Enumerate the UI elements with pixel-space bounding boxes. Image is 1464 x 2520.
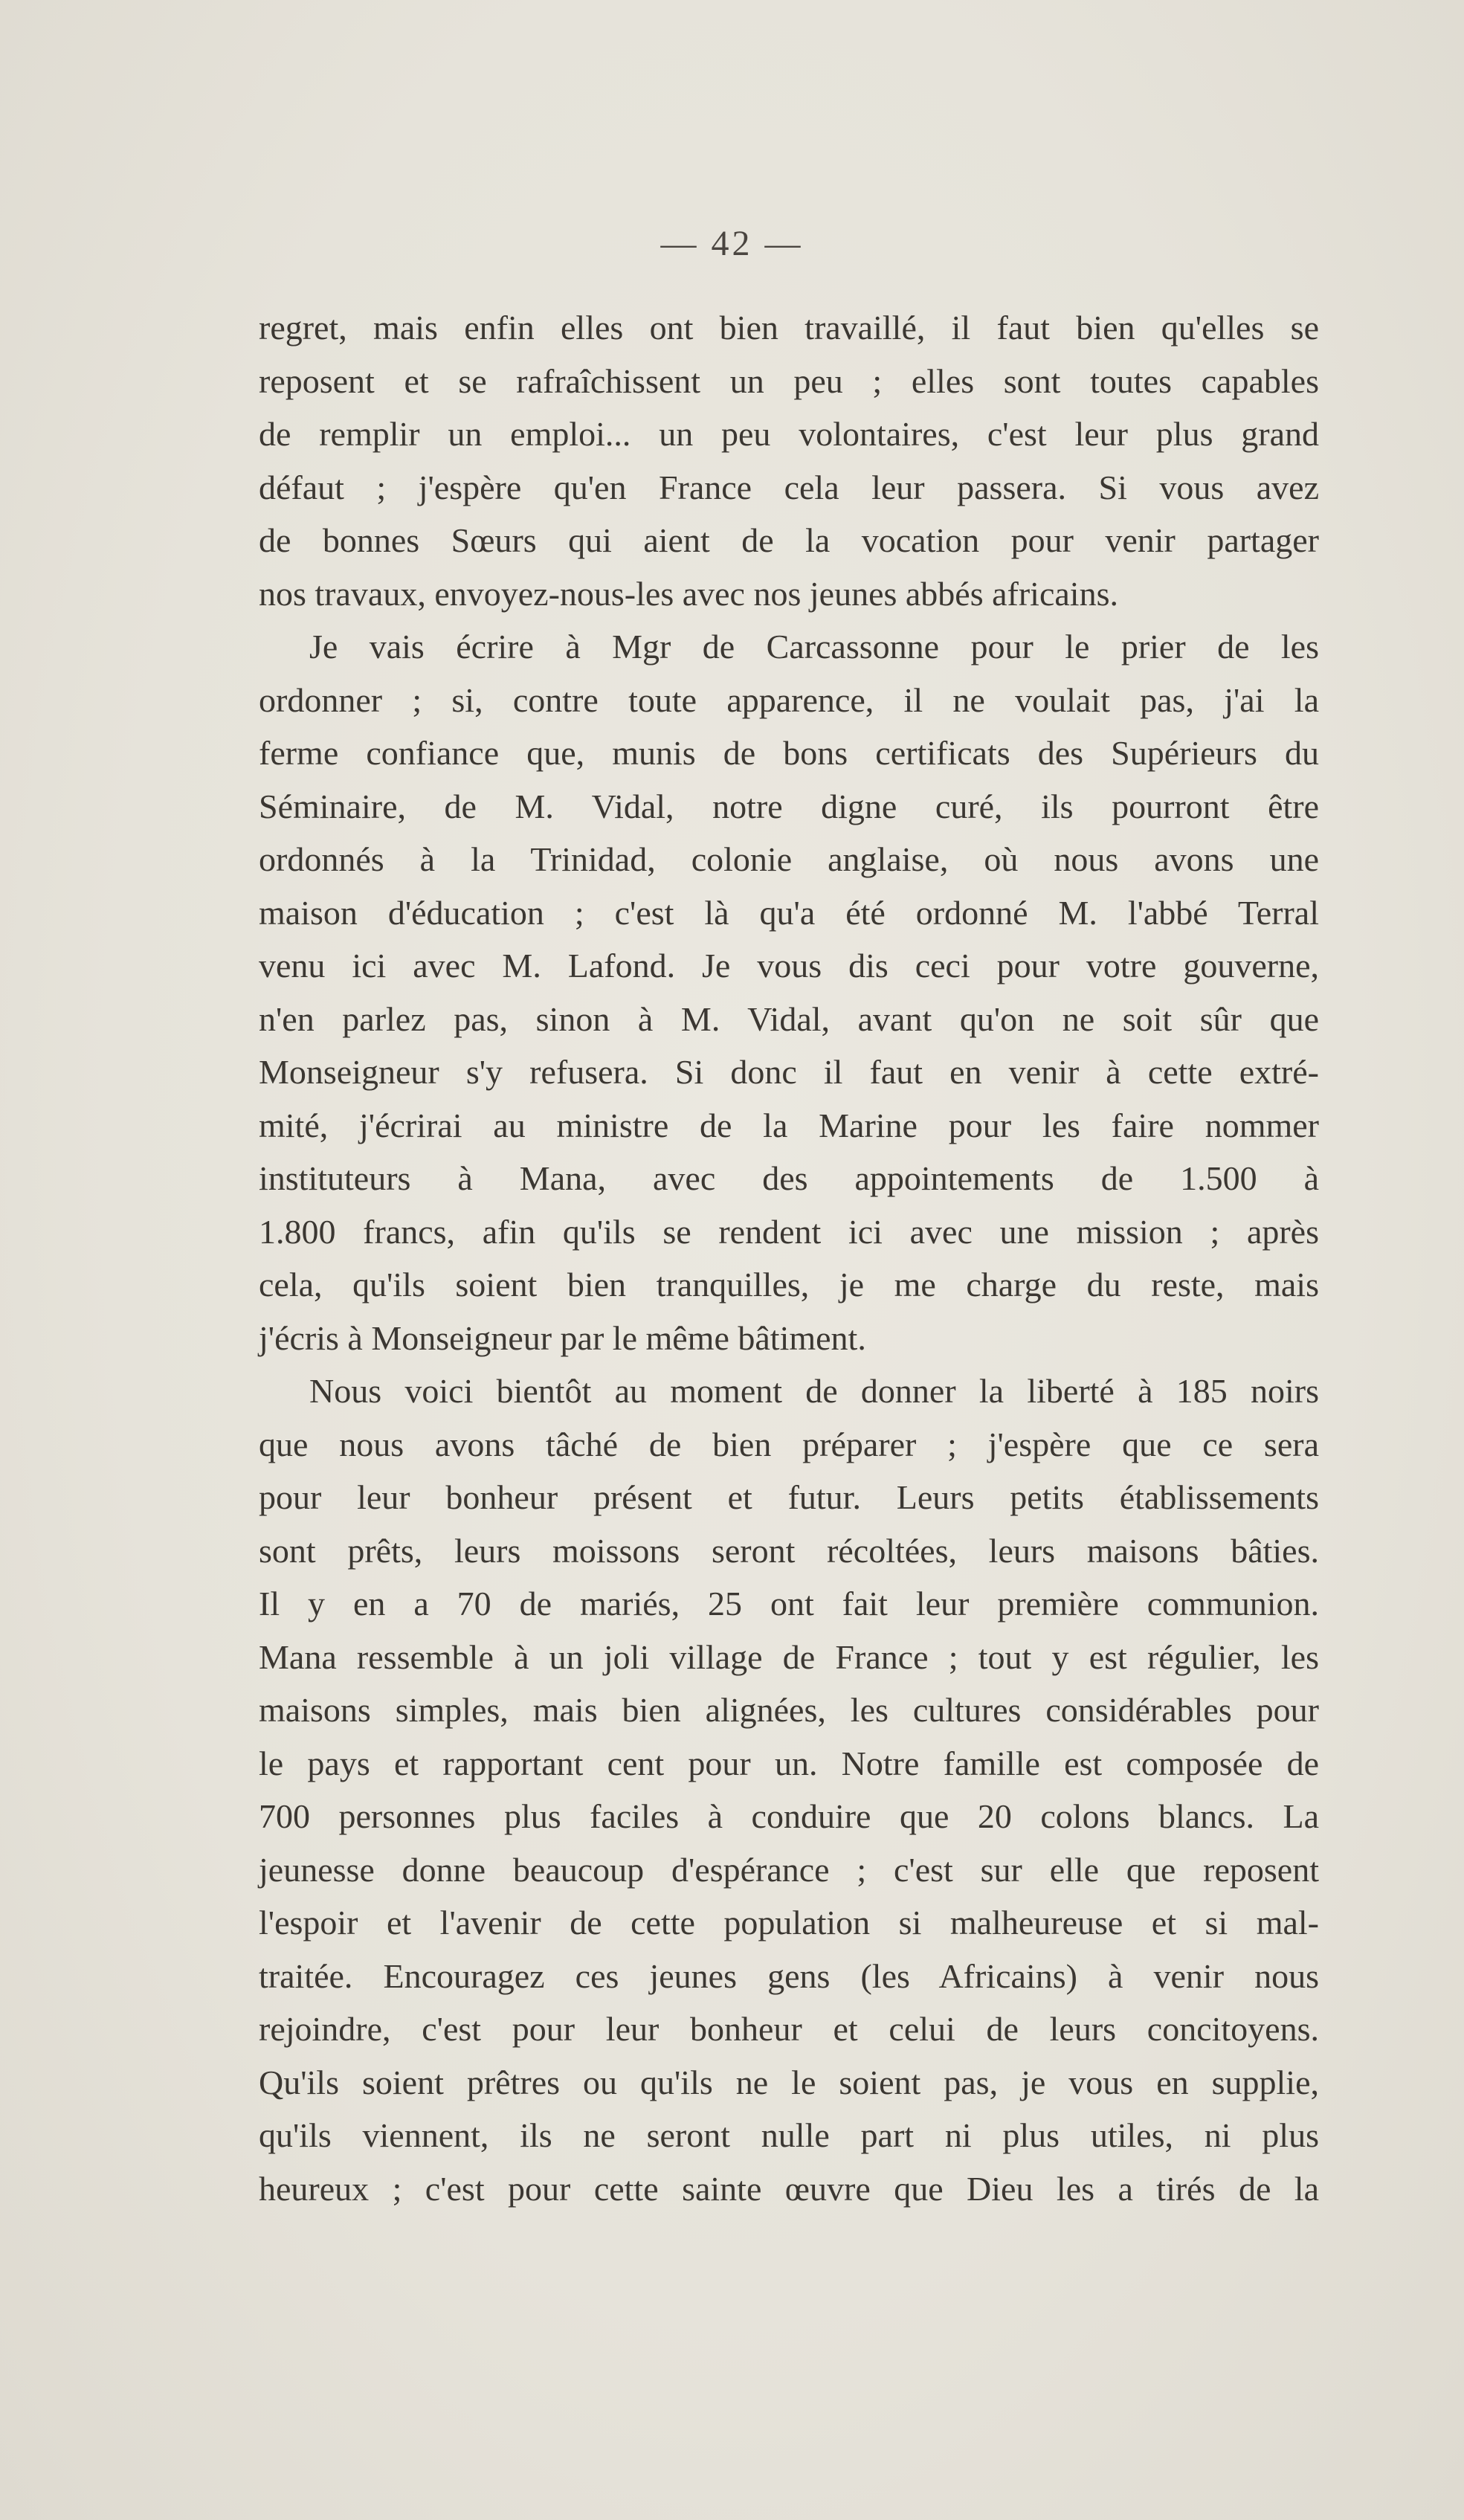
text-line: Il y en a 70 de mariés, 25 ont fait leur première communion. [259,1585,1319,1622]
text-line: mité, j'écrirai au ministre de la Marine pour les faire nommer [259,1106,1319,1144]
text-line: maison d'éducation ; c'est là qu'a été ordonné M. l'abbé Terral [259,893,1319,932]
text-line: de bonnes Sœurs qui aient de la vocation pour venir partager [259,521,1319,559]
text-line: pour leur bonheur présent et futur. Leurs petits établissements [259,1478,1319,1516]
text-line: regret, mais enfin elles ont bien travaillé, il faut bien qu'elles se [259,309,1319,347]
text-line: le pays et rapportant cent pour un. Notre famille est composée de [259,1744,1319,1782]
text-line: ordonnés à la Trinidad, colonie anglaise, où nous avons une [259,840,1319,878]
text-line: défaut ; j'espère qu'en France cela leur passera. Si vous avez [259,468,1319,506]
text-line: Qu'ils soient prêtres ou qu'ils ne le soient pas, je vous en supplie, [259,2063,1319,2101]
text-line: ferme confiance que, munis de bons certificats des Supérieurs du [259,734,1319,772]
text-line: nos travaux, envoyez-nous-les avec nos jeunes abbés africains. [259,574,1118,613]
text-line: traitée. Encouragez ces jeunes gens (les Africains) à venir nous [259,1956,1319,1995]
text-line: de remplir un emploi... un peu volontaires, c'est leur plus grand [259,415,1319,453]
text-line: Séminaire, de M. Vidal, notre digne curé, ils pourront être [259,787,1319,825]
text-line: jeunesse donne beaucoup d'espérance ; c'est sur elle que reposent [259,1850,1319,1889]
text-line: l'espoir et l'avenir de cette population si malheureuse et si mal- [259,1904,1319,1941]
text-line: n'en parlez pas, sinon à M. Vidal, avant qu'on ne soit sûr que [259,999,1319,1038]
text-line: instituteurs à Mana, avec des appointements de 1.500 à [259,1159,1319,1197]
text-line: cela, qu'ils soient bien tranquilles, je me charge du reste, mais [259,1266,1319,1303]
text-line: j'écris à Monseigneur par le même bâtiment. [259,1318,866,1357]
text-line: qu'ils viennent, ils ne seront nulle part ni plus utiles, ni plus [259,2116,1319,2154]
text-line: que nous avons tâché de bien préparer ; j'espère que ce sera [259,1425,1319,1463]
body-text [259,301,1319,2215]
text-line: reposent et se rafraîchissent un peu ; elles sont toutes capables [259,361,1319,400]
text-line: 1.800 francs, afin qu'ils se rendent ici avec une mission ; après [259,1212,1319,1251]
text-line: rejoindre, c'est pour leur bonheur et celui de leurs concitoyens. [259,2010,1319,2048]
text-line: sont prêts, leurs moissons seront récoltées, leurs maisons bâties. [259,1531,1319,1570]
text-line: Nous voici bientôt au moment de donner la liberté à 185 noirs [309,1372,1319,1410]
text-line: Monseigneur s'y refusera. Si donc il faut en venir à cette extré- [259,1053,1319,1091]
text-line: Je vais écrire à Mgr de Carcassonne pour le prier de les [309,628,1319,666]
text-line: 700 personnes plus faciles à conduire que 20 colons blancs. La [259,1797,1319,1835]
text-line: ordonner ; si, contre toute apparence, il ne voulait pas, j'ai la [259,680,1319,719]
text-line: heureux ; c'est pour cette sainte œuvre que Dieu les a tirés de la [259,2169,1319,2208]
text-line: maisons simples, mais bien alignées, les cultures considérables pour [259,1691,1319,1729]
text-line: Mana ressemble à un joli village de France ; tout y est régulier, les [259,1637,1319,1676]
text-line: venu ici avec M. Lafond. Je vous dis ceci pour votre gouverne, [259,947,1319,985]
page-number: — 42 — [660,224,804,263]
